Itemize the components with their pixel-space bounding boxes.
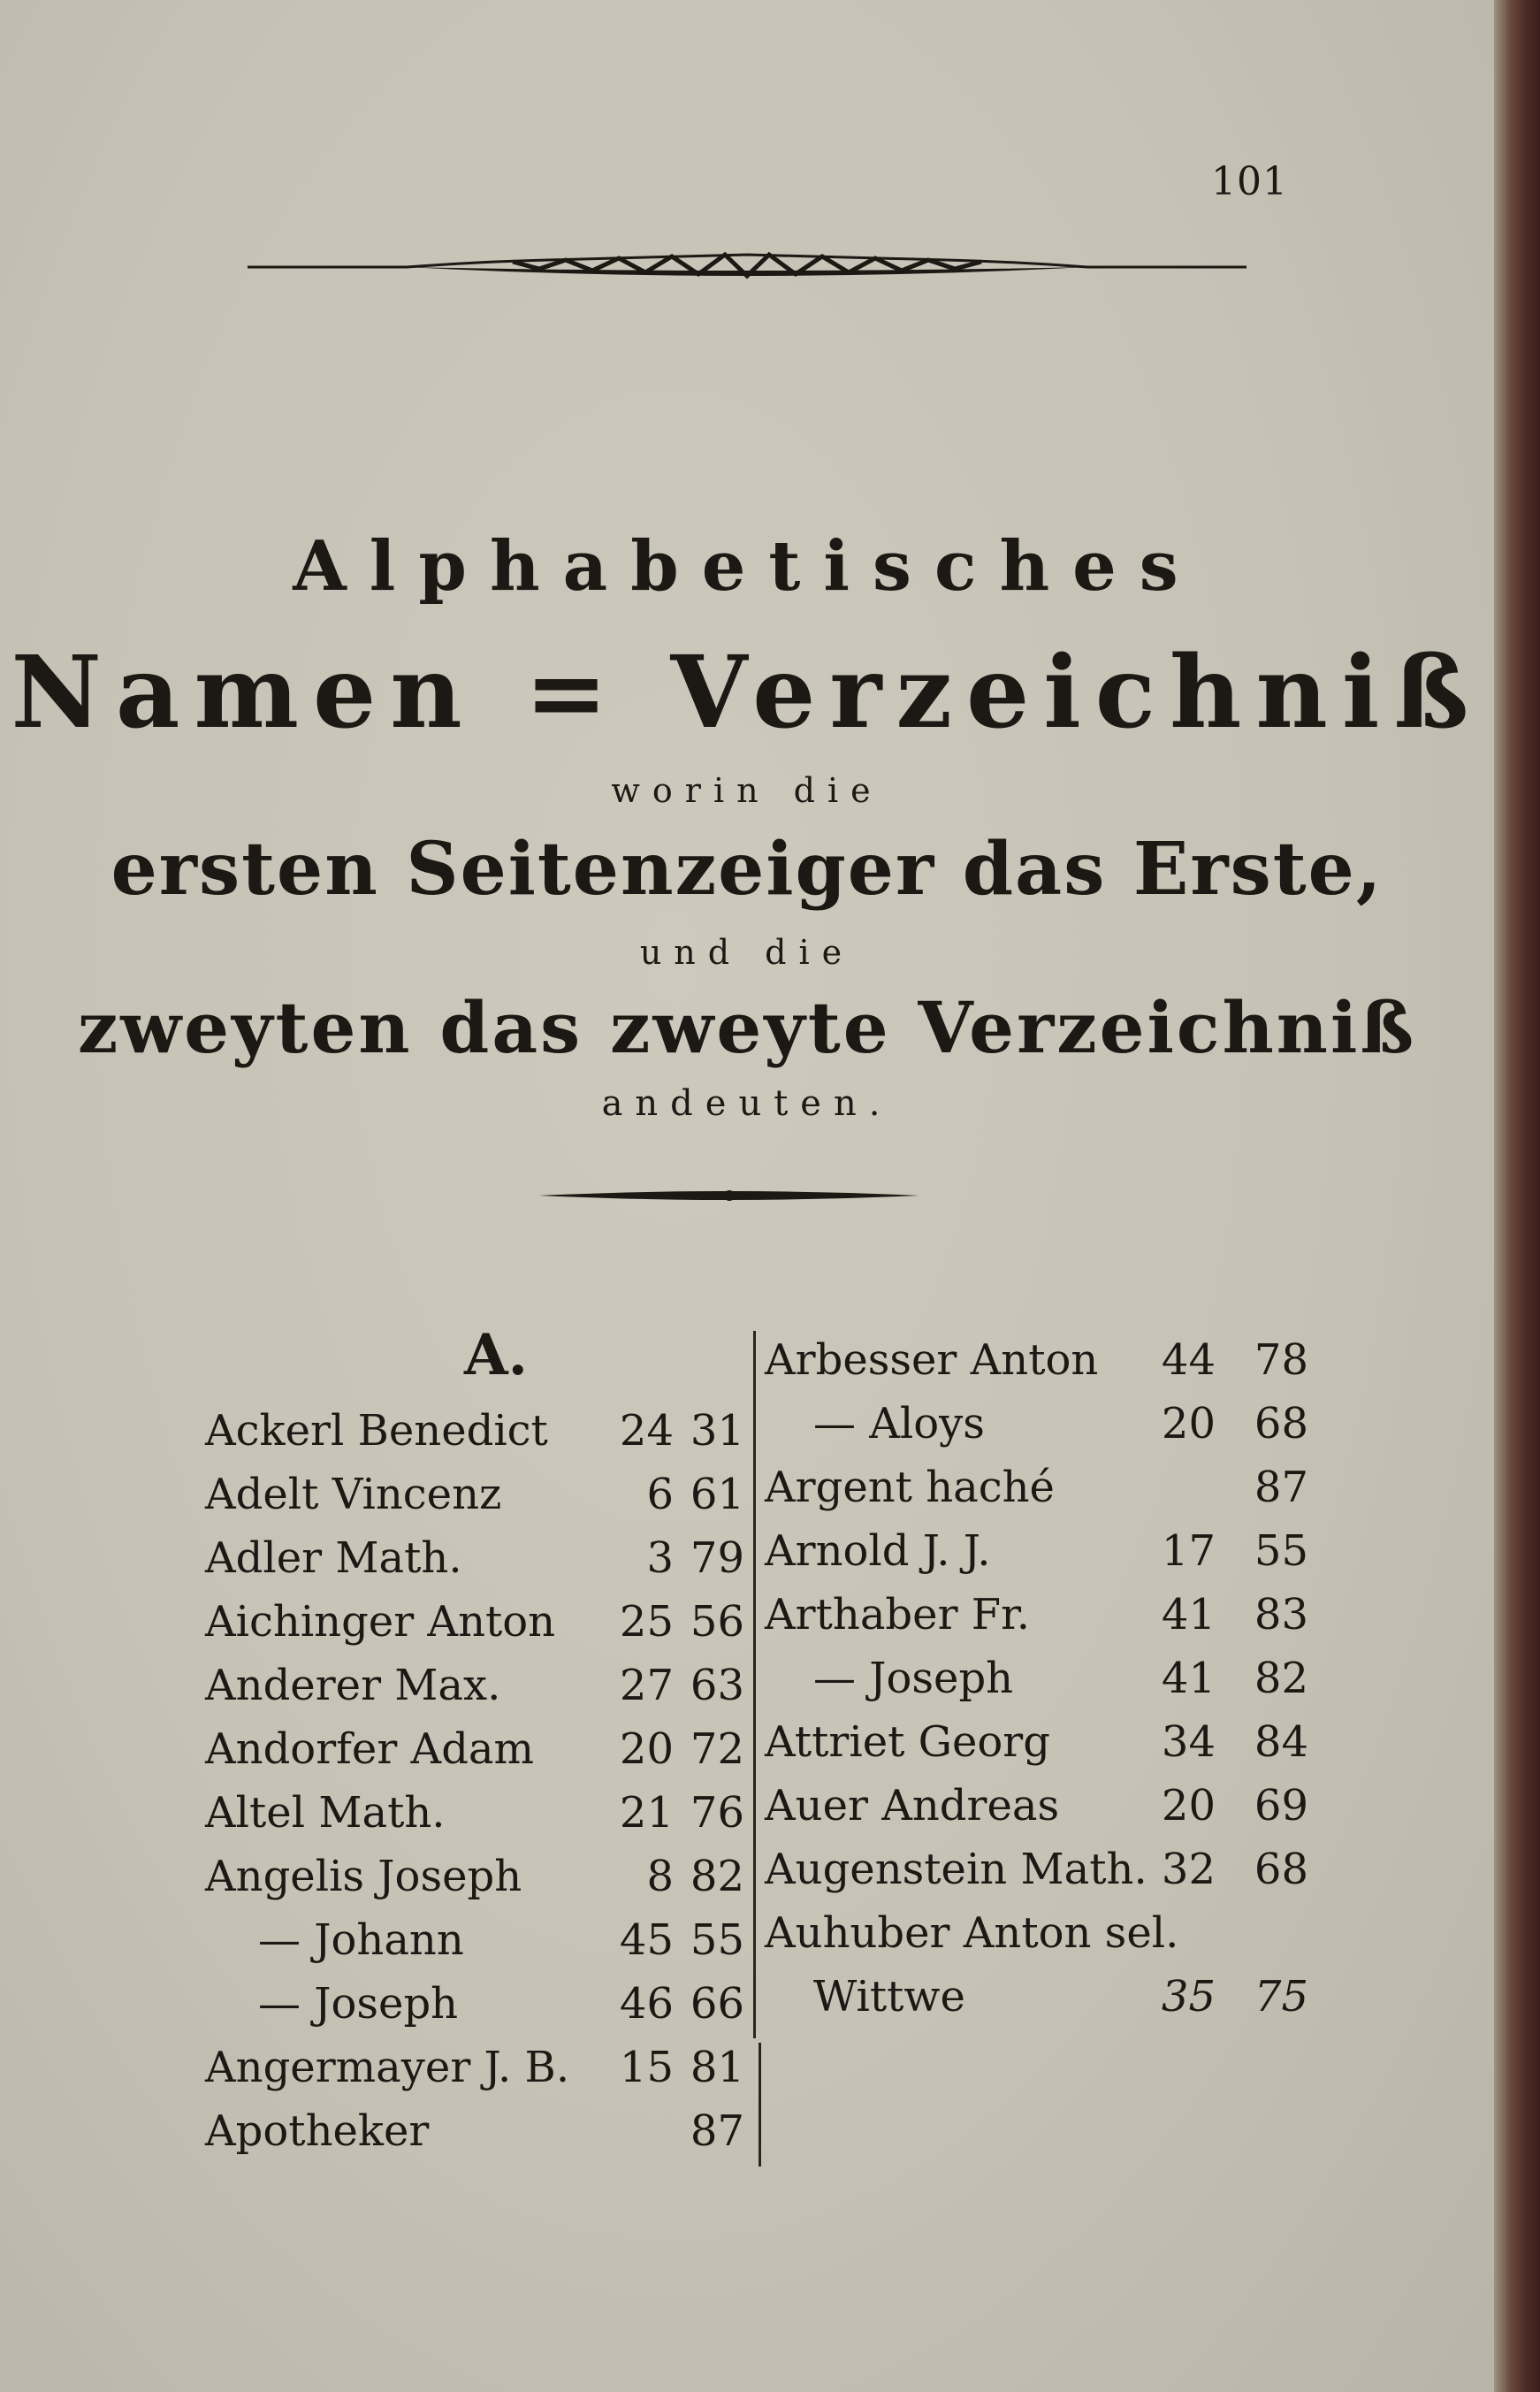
entry-name: Andorfer Adam (205, 1724, 535, 1774)
entry-name: Adler Math. (205, 1533, 462, 1583)
entry-name: Argent haché (765, 1463, 1055, 1512)
entry-name: Auer Andreas (765, 1781, 1060, 1830)
entry-page-first: 27 (619, 1661, 674, 1710)
entry-name: Altel Math. (205, 1788, 446, 1838)
entry-page-first: 20 (619, 1724, 674, 1774)
entry-page-first: 46 (619, 1979, 674, 2029)
entry-page-first: 25 (619, 1597, 674, 1647)
index-entry (765, 1463, 1308, 1526)
entry-name: Auhuber Anton sel. (765, 1908, 1179, 1958)
title-line-alphabetisches: Alphabetisches (293, 526, 1201, 607)
index-entry (205, 1724, 744, 1788)
entry-page-first: 3 (646, 1533, 674, 1583)
entry-page-second: 79 (690, 1533, 744, 1583)
entry-page-first: 35 (1161, 1972, 1216, 2021)
entry-name: Augenstein Math. (765, 1845, 1147, 1894)
entry-page-second: 31 (690, 1406, 744, 1456)
index-entry (205, 1470, 744, 1533)
column-divider-lower (759, 2043, 761, 2167)
entry-page-second: 69 (1254, 1781, 1308, 1830)
index-column-left (205, 1406, 744, 2170)
index-entry (205, 1788, 744, 1852)
entry-page-second: 55 (1254, 1526, 1308, 1576)
title-line-und-die: und die (639, 933, 855, 972)
entry-page-second: 78 (1254, 1335, 1308, 1385)
index-entry (765, 1335, 1308, 1399)
entry-page-second: 76 (690, 1788, 744, 1838)
index-entry (205, 2106, 744, 2170)
index-entry (765, 1399, 1308, 1463)
index-entry (205, 1597, 744, 1661)
entry-page-second: 84 (1254, 1717, 1308, 1767)
entry-page-second: 82 (690, 1852, 744, 1901)
entry-name: Anderer Max. (205, 1661, 501, 1710)
entry-page-first: 32 (1161, 1845, 1216, 1894)
title-line-andeuten: andeuten. (601, 1083, 893, 1124)
entry-page-second: 75 (1254, 1972, 1308, 2021)
entry-page-first: 44 (1161, 1335, 1216, 1385)
title-line-worin-die: worin die (611, 771, 883, 810)
entry-page-second: 61 (690, 1470, 744, 1519)
entry-page-first: 15 (619, 2043, 674, 2092)
index-entry (205, 1915, 744, 1979)
entry-page-second: 56 (690, 1597, 744, 1647)
entry-name: — Aloys (813, 1399, 985, 1448)
entry-page-first: 6 (646, 1470, 674, 1519)
page-number: 101 (1211, 159, 1288, 204)
entry-name: Arbesser Anton (765, 1335, 1099, 1385)
entry-page-first: 34 (1161, 1717, 1216, 1767)
entry-page-first: 41 (1161, 1654, 1216, 1703)
entry-page-second: 83 (1254, 1590, 1308, 1639)
index-entry (205, 2043, 744, 2106)
title-line-zweyten: zweyten das zweyte Verzeichniß (77, 986, 1417, 1069)
entry-name: Wittwe (813, 1972, 965, 2021)
entry-page-first: 41 (1161, 1590, 1216, 1639)
entry-name: Angermayer J. B. (205, 2043, 570, 2092)
entry-name: Attriet Georg (765, 1717, 1050, 1767)
index-column-right (765, 1335, 1308, 2036)
entry-name: Adelt Vincenz (205, 1470, 502, 1519)
entry-name: — Joseph (258, 1979, 459, 2029)
index-entry (205, 1533, 744, 1597)
entry-page-second: 82 (1254, 1654, 1308, 1703)
entry-name: Angelis Joseph (205, 1852, 522, 1901)
index-entry (765, 1654, 1308, 1717)
entry-page-first: 45 (619, 1915, 674, 1965)
entry-name: — Johann (258, 1915, 464, 1965)
entry-page-second: 55 (690, 1915, 744, 1965)
index-entry (205, 1406, 744, 1470)
entry-page-first: 20 (1161, 1399, 1216, 1448)
book-spine-edge (1494, 0, 1540, 2392)
index-entry (205, 1661, 744, 1724)
index-entry (765, 1972, 1308, 2036)
index-entry (765, 1526, 1308, 1590)
entry-name: Ackerl Benedict (205, 1406, 548, 1456)
top-ornament-rule (248, 249, 1246, 285)
entry-page-second: 72 (690, 1724, 744, 1774)
entry-page-first: 21 (619, 1788, 674, 1838)
index-entry (205, 1852, 744, 1915)
entry-page-second: 81 (690, 2043, 744, 2092)
index-entry (765, 1908, 1308, 1972)
entry-page-second: 68 (1254, 1399, 1308, 1448)
section-letter-a: A. (464, 1322, 528, 1388)
entry-page-first: 17 (1161, 1526, 1216, 1576)
entry-page-second: 63 (690, 1661, 744, 1710)
entry-page-first: 20 (1161, 1781, 1216, 1830)
title-line-namen-verzeichniss: Namen = Verzeichniß (11, 635, 1483, 751)
index-entry (765, 1717, 1308, 1781)
entry-page-second: 87 (690, 2106, 744, 2156)
index-entry (205, 1979, 744, 2043)
entry-page-first: 8 (646, 1852, 674, 1901)
entry-name: Arnold J. J. (765, 1526, 991, 1576)
entry-name: Aichinger Anton (205, 1597, 556, 1647)
entry-name: Apotheker (205, 2106, 430, 2156)
middle-ornament-rule (539, 1185, 919, 1206)
column-divider (753, 1331, 756, 2038)
index-entry (765, 1590, 1308, 1654)
entry-name: — Joseph (813, 1654, 1014, 1703)
entry-page-second: 66 (690, 1979, 744, 2029)
entry-page-second: 68 (1254, 1845, 1308, 1894)
index-entry (765, 1781, 1308, 1845)
index-entry (765, 1845, 1308, 1908)
title-line-ersten-seitenzeiger: ersten Seitenzeiger das Erste, (111, 827, 1384, 912)
entry-page-second: 87 (1254, 1463, 1308, 1512)
entry-name: Arthaber Fr. (765, 1590, 1030, 1639)
entry-page-first: 24 (619, 1406, 674, 1456)
